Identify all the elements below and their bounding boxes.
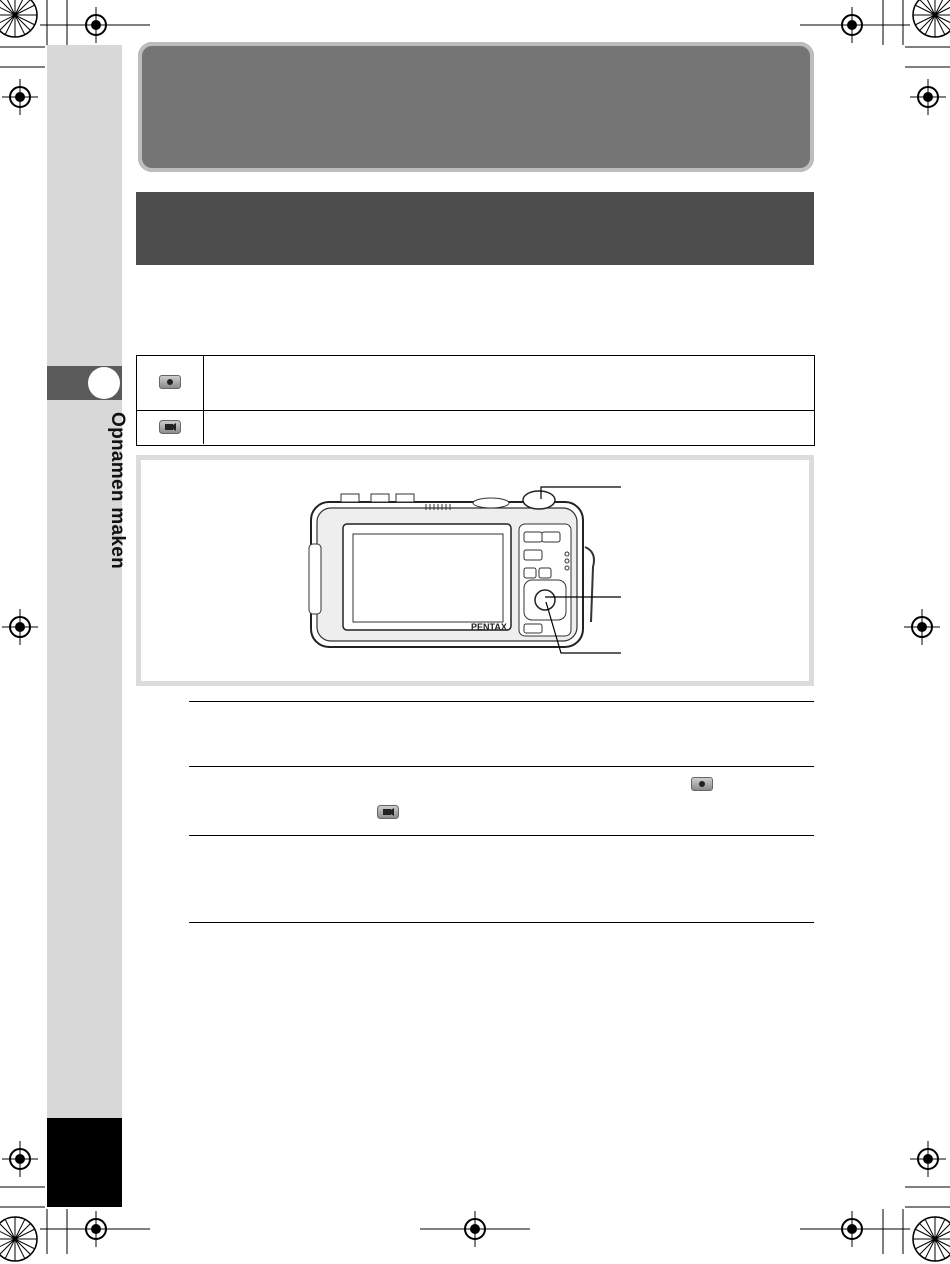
mode-description <box>215 411 804 444</box>
mode-table <box>136 355 815 446</box>
camera-icon <box>159 375 181 389</box>
registration-mark-icon <box>2 609 38 645</box>
mode-icon-cell <box>137 411 204 444</box>
callout-lines <box>141 460 809 681</box>
page-number-block <box>47 1118 122 1207</box>
starburst-icon <box>0 1214 40 1264</box>
registration-mark-icon <box>457 1211 493 1247</box>
camera-illustration-frame <box>136 455 814 686</box>
sidebar-strip <box>47 45 122 1207</box>
registration-mark-icon <box>2 1141 38 1177</box>
section-title-banner <box>138 42 814 172</box>
chapter-number-circle <box>88 367 120 399</box>
mode-icon-cell <box>137 356 204 410</box>
starburst-icon <box>910 1214 950 1264</box>
mode-row-movie <box>137 411 814 444</box>
registration-mark-icon <box>904 609 940 645</box>
mode-description <box>215 356 804 410</box>
starburst-icon <box>910 0 950 40</box>
registration-mark-icon <box>910 1141 946 1177</box>
registration-mark-icon <box>78 1211 114 1247</box>
registration-mark-icon <box>834 1211 870 1247</box>
registration-mark-icon <box>2 79 38 115</box>
starburst-icon <box>0 0 40 40</box>
registration-mark-icon <box>78 7 114 43</box>
chapter-label: Opnamen maken <box>107 412 128 570</box>
registration-mark-icon <box>834 7 870 43</box>
brand-logo: PENTAX <box>471 622 507 632</box>
movie-camera-icon <box>377 805 399 819</box>
camera-icon <box>691 777 713 791</box>
subsection-title-banner <box>136 192 814 265</box>
movie-camera-icon <box>159 420 181 434</box>
step-divider <box>189 701 814 702</box>
step-divider <box>189 922 814 923</box>
step-divider <box>189 835 814 836</box>
step-divider <box>189 766 814 767</box>
registration-mark-icon <box>910 79 946 115</box>
mode-row-still <box>137 356 814 411</box>
